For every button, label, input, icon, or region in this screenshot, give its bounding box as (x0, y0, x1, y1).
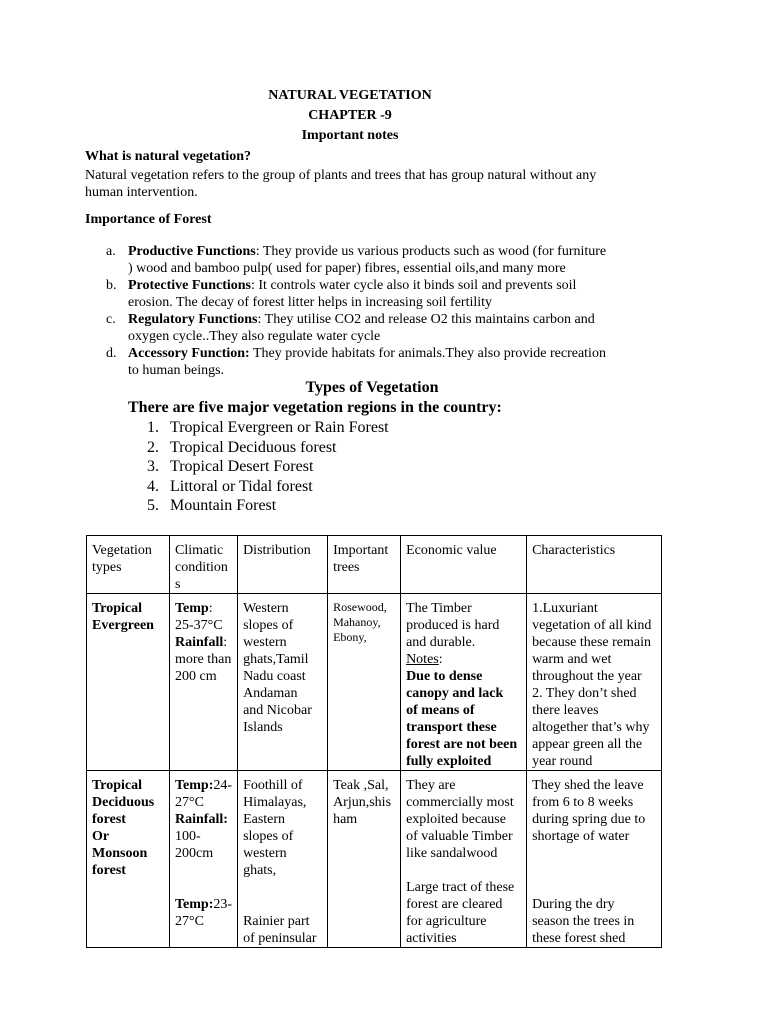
list-item: d. Accessory Function: They provide habitats for animals.They also provide recreation to human beings. (106, 346, 606, 378)
table-row (87, 771, 662, 948)
col-vegetation-types: Vegetation types (87, 536, 170, 594)
table-header-row (87, 536, 662, 594)
cell-type: Tropical Evergreen (87, 594, 170, 771)
types-list (147, 418, 389, 516)
cell-climate: Temp: 25-37°C Rainfall: more than 200 cm (170, 594, 238, 771)
cell-trees: Rosewood, Mahanoy, Ebony, (328, 594, 401, 771)
cell-distribution: Western slopes of western ghats,Tamil Nadu coast Andaman and Nicobar Islands (238, 594, 328, 771)
col-climatic-conditions: Climatic condition s (170, 536, 238, 594)
col-important-trees: Important trees (328, 536, 401, 594)
cell-trees: Teak ,Sal, Arjun,shis ham (328, 771, 401, 948)
page-title: NATURAL VEGETATION (268, 88, 432, 103)
cell-economic-value: The Timber produced is hard and durable. Notes: Due to dense canopy and lack of means of transport these forest are not been fully exploited (401, 594, 527, 771)
importance-list (86, 243, 616, 379)
list-item: c. Regulatory Functions: They utilise CO2 and release O2 this maintains carbon and oxygen cycle..They also regulate water cycle (106, 312, 595, 344)
intro-answer: Natural vegetation refers to the group of plants and trees that has group natural without any human intervention. (85, 168, 597, 200)
cell-economic-value: They are commercially most exploited because of valuable Timber like sandalwood Large tract of these forest are cleared for agriculture activities (401, 771, 527, 948)
types-heading: Types of Vegetation (305, 379, 439, 396)
list-item: b. Protective Functions: It controls water cycle also it binds soil and prevents soil erosion. The decay of forest litter helps in increasing soil fertility (106, 278, 577, 310)
cell-type: Tropical Deciduous forest Or Monsoon forest (87, 771, 170, 948)
cell-distribution: Foothill of Himalayas, Eastern slopes of western ghats, Rainier part of peninsular (238, 771, 328, 948)
list-item: 3. Tropical Desert Forest (147, 458, 314, 476)
list-item: 1. Tropical Evergreen or Rain Forest (147, 419, 389, 436)
list-item: 2. Tropical Deciduous forest (147, 438, 337, 456)
table-row (87, 594, 662, 771)
list-item: 5. Mountain Forest (147, 497, 277, 515)
cell-characteristics: They shed the leave from 6 to 8 weeks during spring due to shortage of water During the dry season the trees in these forest shed (527, 771, 662, 948)
chapter-label: CHAPTER -9 (308, 108, 392, 123)
list-item: a. Productive Functions: They provide us various products such as wood (for furniture ) wood and bamboo pulp( used for paper) fibres, essential oils,and many more (106, 244, 607, 276)
types-intro: There are five major vegetation regions in the country: (128, 399, 502, 416)
vegetation-table (86, 535, 662, 948)
importance-heading: Importance of Forest (85, 212, 212, 227)
col-distribution: Distribution (238, 536, 328, 594)
col-economic-value: Economic value (401, 536, 527, 594)
cell-climate: Temp:24- 27°C Rainfall: 100- 200cm Temp:23- 27°C (170, 771, 238, 948)
col-characteristics: Characteristics (527, 536, 662, 594)
cell-characteristics: 1.Luxuriant vegetation of all kind because these remain warm and wet throughout the year 2. They don’t shed there leaves altogether that’s why appear green all the year round (527, 594, 662, 771)
page-subtitle: Important notes (301, 128, 399, 143)
list-item: 4. Littoral or Tidal forest (147, 477, 313, 495)
intro-question: What is natural vegetation? (85, 149, 252, 164)
